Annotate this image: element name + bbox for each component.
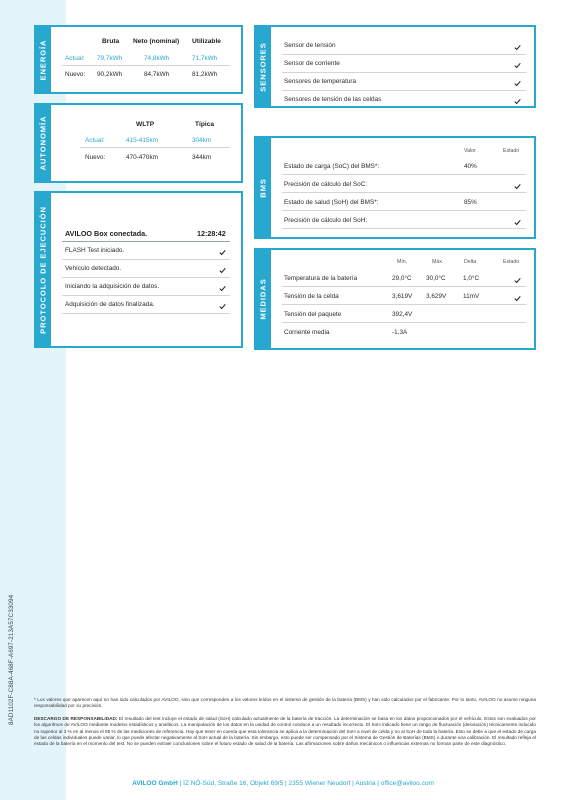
medidas-row-max: 3,629V bbox=[426, 293, 447, 300]
medidas-row-delta: 11mV bbox=[463, 293, 480, 300]
protocolo-tab-label: PROTOCOLO DE EJECUCIÓN bbox=[38, 205, 48, 334]
sensor-item: Sensores de temperatura bbox=[284, 78, 357, 85]
protocolo-divider bbox=[62, 259, 230, 260]
energia-row1-bruta: 79,7kWh bbox=[97, 55, 123, 62]
autonomia-row2-label: Nuevo: bbox=[85, 154, 106, 161]
energia-tab bbox=[35, 26, 51, 93]
bms-card bbox=[254, 136, 536, 239]
energia-row1-label: Actual: bbox=[65, 55, 85, 62]
bms-divider bbox=[282, 174, 526, 175]
medidas-row-min: -1,3A bbox=[392, 329, 408, 336]
document-id-text: 8AD1102F-C88A-468F-A697-213A57C33094 bbox=[8, 594, 15, 725]
sensores-divider bbox=[282, 90, 526, 91]
protocolo-divider bbox=[62, 277, 230, 278]
autonomia-tab bbox=[35, 104, 51, 182]
protocolo-title: AVILOO Box conectada. bbox=[65, 229, 148, 238]
autonomia-col-tipica: Típica bbox=[195, 121, 215, 128]
bms-divider bbox=[282, 192, 526, 193]
footer-company: AVILOO GmbH bbox=[132, 780, 178, 787]
energia-card bbox=[34, 25, 243, 94]
document-id bbox=[8, 594, 18, 726]
check-icon bbox=[514, 80, 521, 87]
sensores-divider bbox=[282, 54, 526, 55]
medidas-divider bbox=[282, 322, 526, 323]
check-icon bbox=[514, 62, 521, 69]
energia-col-util: Utilizable bbox=[192, 38, 221, 45]
medidas-tab bbox=[255, 249, 271, 349]
protocolo-item: Adquisición de datos finalizada. bbox=[65, 301, 155, 308]
medidas-card bbox=[254, 248, 536, 350]
check-icon bbox=[514, 44, 521, 51]
autonomia-row2-tipica: 344km bbox=[192, 154, 212, 161]
medidas-row-delta: 1,0°C bbox=[463, 275, 480, 282]
energia-divider bbox=[62, 65, 230, 66]
medidas-row-max: 30,0°C bbox=[426, 275, 446, 282]
energia-tab-label: ENERGÍA bbox=[38, 39, 48, 80]
medidas-row-label: Temperatura de la batería bbox=[284, 275, 358, 282]
check-icon bbox=[219, 249, 226, 256]
check-icon bbox=[514, 183, 521, 190]
check-icon bbox=[219, 285, 226, 292]
protocolo-card bbox=[34, 191, 243, 348]
autonomia-row1-label: Actual: bbox=[85, 137, 105, 144]
protocolo-time: 12:28:42 bbox=[197, 229, 226, 238]
medidas-col-delta: Delta bbox=[464, 259, 477, 265]
bms-tab-label: BMS bbox=[258, 177, 268, 198]
bms-footnote: * Los valores que aparecen aquí no han sido calculados por AVILOO, sino que corresponden a los valores leídos en el sistema de gestión de la batería (BMS) y han sido calculados por el fabricante. Por lo tanto, AVILOO no asume ninguna responsabilidad por su precisión. bbox=[34, 697, 536, 709]
medidas-col-min: Mín. bbox=[397, 259, 408, 265]
medidas-divider bbox=[282, 286, 526, 287]
sensor-item: Sensores de tensión de las celdas bbox=[284, 96, 382, 103]
autonomia-card bbox=[34, 103, 243, 183]
bms-divider bbox=[282, 210, 526, 211]
sensores-card bbox=[254, 25, 536, 108]
footer-address: | IZ NÖ-Süd, Straße 16, Objekt 69/5 | 2355 Wiener Neudorf | Austria | office@aviloo.com bbox=[177, 780, 434, 787]
medidas-divider bbox=[282, 304, 526, 305]
sensor-item: Sensor de corriente bbox=[284, 60, 340, 67]
autonomia-row2-wltp: 470-470km bbox=[126, 154, 158, 161]
bms-tab bbox=[255, 137, 271, 238]
bms-divider bbox=[282, 228, 526, 229]
protocolo-item: FLASH Test iniciado. bbox=[65, 247, 125, 254]
check-icon bbox=[514, 98, 521, 105]
sensor-item: Sensor de tensión bbox=[284, 42, 336, 49]
energia-row1-util: 71,7kWh bbox=[192, 55, 218, 62]
medidas-row-min: 29,0°C bbox=[392, 275, 412, 282]
protocolo-divider bbox=[62, 313, 230, 314]
autonomia-row1-wltp: 415-415km bbox=[126, 137, 158, 144]
medidas-row-label: Corriente media bbox=[284, 329, 330, 336]
bms-col-valor: Valor bbox=[464, 148, 476, 154]
energia-col-neto: Neto (nominal) bbox=[133, 38, 180, 45]
medidas-row-min: 3,619V bbox=[392, 293, 413, 300]
sensores-divider bbox=[282, 72, 526, 73]
energia-col-bruta: Bruta bbox=[102, 38, 120, 45]
bms-row-label: Estado de salud (SoH) del BMS*: bbox=[284, 199, 379, 206]
bms-row-label: Estado de carga (SoC) del BMS*: bbox=[284, 163, 380, 170]
protocolo-title-divider bbox=[62, 241, 230, 242]
disclaimer-title: DESCARGO DE RESPONSABILIDAD: bbox=[34, 715, 118, 721]
medidas-col-estado: Estado bbox=[503, 259, 520, 265]
check-icon bbox=[514, 219, 521, 226]
protocolo-item: Iniciando la adquisición de datos. bbox=[65, 283, 160, 290]
autonomia-col-wltp: WLTP bbox=[136, 121, 155, 128]
autonomia-row1-tipica: 304km bbox=[192, 137, 212, 144]
bms-row-label: Precisión de cálculo del SoH: bbox=[284, 217, 368, 224]
protocolo-item: Vehículo detectado. bbox=[65, 265, 122, 272]
medidas-row-min: 392,4V bbox=[392, 311, 413, 318]
protocolo-tab bbox=[35, 192, 51, 347]
check-icon bbox=[514, 295, 521, 302]
medidas-tab-label: MEDIDAS bbox=[258, 278, 268, 320]
disclaimer bbox=[34, 716, 536, 748]
energia-row1-neto: 74,8kWh bbox=[144, 55, 170, 62]
medidas-row-label: Tensión de la celda bbox=[284, 293, 339, 300]
protocolo-divider bbox=[62, 295, 230, 296]
sensores-tab bbox=[255, 26, 271, 107]
energia-row2-neto: 84,7kWh bbox=[144, 71, 170, 78]
bms-col-estado: Estado bbox=[503, 148, 520, 154]
bms-row-valor: 85% bbox=[464, 199, 477, 206]
check-icon bbox=[219, 267, 226, 274]
check-icon bbox=[219, 303, 226, 310]
check-icon bbox=[514, 277, 521, 284]
bms-row-valor: 40% bbox=[464, 163, 477, 170]
energia-row2-util: 81,2kWh bbox=[192, 71, 218, 78]
sensores-tab-label: SENSORES bbox=[258, 41, 268, 92]
disclaimer-text: El resultado del test incluye el estado de salud (SoH) calculado actualmente de la batería de tracción. La determinación se basa en los datos proporcionados por el vehículo. Estos son evaluados por los algoritmos de AVILOO mediante modelos estadísticos y analíticos. La manipulación de los datos en la unidad de control conduce a un resultado incorrecto. El SoH indicado tiene un rango de fluctuación (desviación) técnicamente inducido no superior al 3 % en al menos el 95 % de las mediciones de referencia. Hay que tener en cuenta que esta tolerancia se aplica a la determinación del SoH a nivel de celda y no al SoH de toda la batería. Esto se debe a que el estado de carga de las celdas individuales puede variar, lo que puede afectar negativamente al SoH actual de la batería. Sin embargo, esto puede ser compensado por el Sistema de Gestión de Baterías (BMS) o durante una calibración. El resultado refleja el estado de la batería en el momento del test. No se pueden extraer conclusiones sobre el futuro estado de salud de la batería. Las afirmaciones sobre daños mecánicos o influencias externas no forman parte de este diagnóstico. bbox=[34, 715, 536, 747]
autonomia-divider bbox=[80, 147, 230, 148]
energia-row2-label: Nuevo: bbox=[65, 71, 86, 78]
notes bbox=[34, 697, 536, 754]
autonomia-tab-label: AUTONOMÍA bbox=[38, 115, 48, 171]
medidas-row-label: Tensión del paquete bbox=[284, 311, 342, 318]
bms-row-label: Precisión de cálculo del SoC: bbox=[284, 181, 368, 188]
medidas-col-max: Máx. bbox=[432, 259, 444, 265]
energia-row2-bruta: 90,2kWh bbox=[97, 71, 123, 78]
footer bbox=[0, 780, 566, 787]
